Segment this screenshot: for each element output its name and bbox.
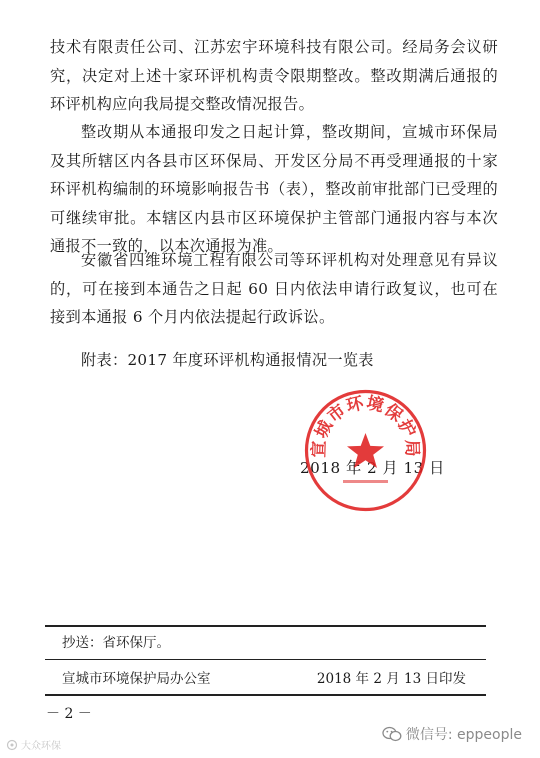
svg-text:宣城市环境保护局: 宣城市环境保护局 bbox=[309, 393, 422, 458]
footer-rule-bottom bbox=[45, 694, 486, 696]
wechat-id: 微信号: eppeople bbox=[405, 727, 522, 743]
body-paragraph-1: 技术有限责任公司、江苏宏宇环境科技有限公司。经局务会议研究，决定对上述十家环评机构责令限期整改。整改期满后通报的环评机构应向我局提交整改情况报告。 bbox=[50, 38, 498, 113]
print-date: 2018 年 2 月 13 日印发 bbox=[316, 671, 466, 687]
source-watermark bbox=[6, 737, 61, 752]
cc-line: 抄送：省环保厅。 bbox=[62, 635, 170, 651]
page-number: － 2 － bbox=[46, 706, 92, 722]
footer-rule-middle bbox=[45, 659, 486, 660]
body-paragraph-3: 安徽省四维环境工程有限公司等环评机构对处理意见有异议的，可在接到本通告之日起 60 日内依法申请行政复议，也可在接到本通报 6 个月内依法提起行政诉讼。 bbox=[50, 251, 498, 326]
wechat-icon bbox=[382, 726, 402, 742]
watermark-logo-icon bbox=[6, 739, 18, 751]
footer-rule-top bbox=[45, 625, 486, 627]
official-seal bbox=[303, 388, 428, 513]
issuing-office: 宣城市环境保护局办公室 bbox=[62, 671, 211, 687]
seal-star-icon bbox=[347, 433, 384, 468]
attachment-line: 附表：2017 年度环评机构通报情况一览表 bbox=[81, 351, 374, 369]
signature-date: 2018 年 2 月 13 日 bbox=[300, 459, 445, 477]
wechat-watermark bbox=[382, 724, 522, 744]
watermark-text: 大众环保 bbox=[21, 741, 61, 752]
body-paragraph-2: 整改期从本通报印发之日起计算，整改期间，宣城市环保局及其所辖区内各县市区环保局、开发区分局不再受理通报的十家环评机构编制的环境影响报告书（表），整改前审批部门已受理的可继续审批。本辖区内县市区环境保护主管部门通报内容与本次通报不一致的，以本次通报为准。 bbox=[50, 123, 498, 255]
